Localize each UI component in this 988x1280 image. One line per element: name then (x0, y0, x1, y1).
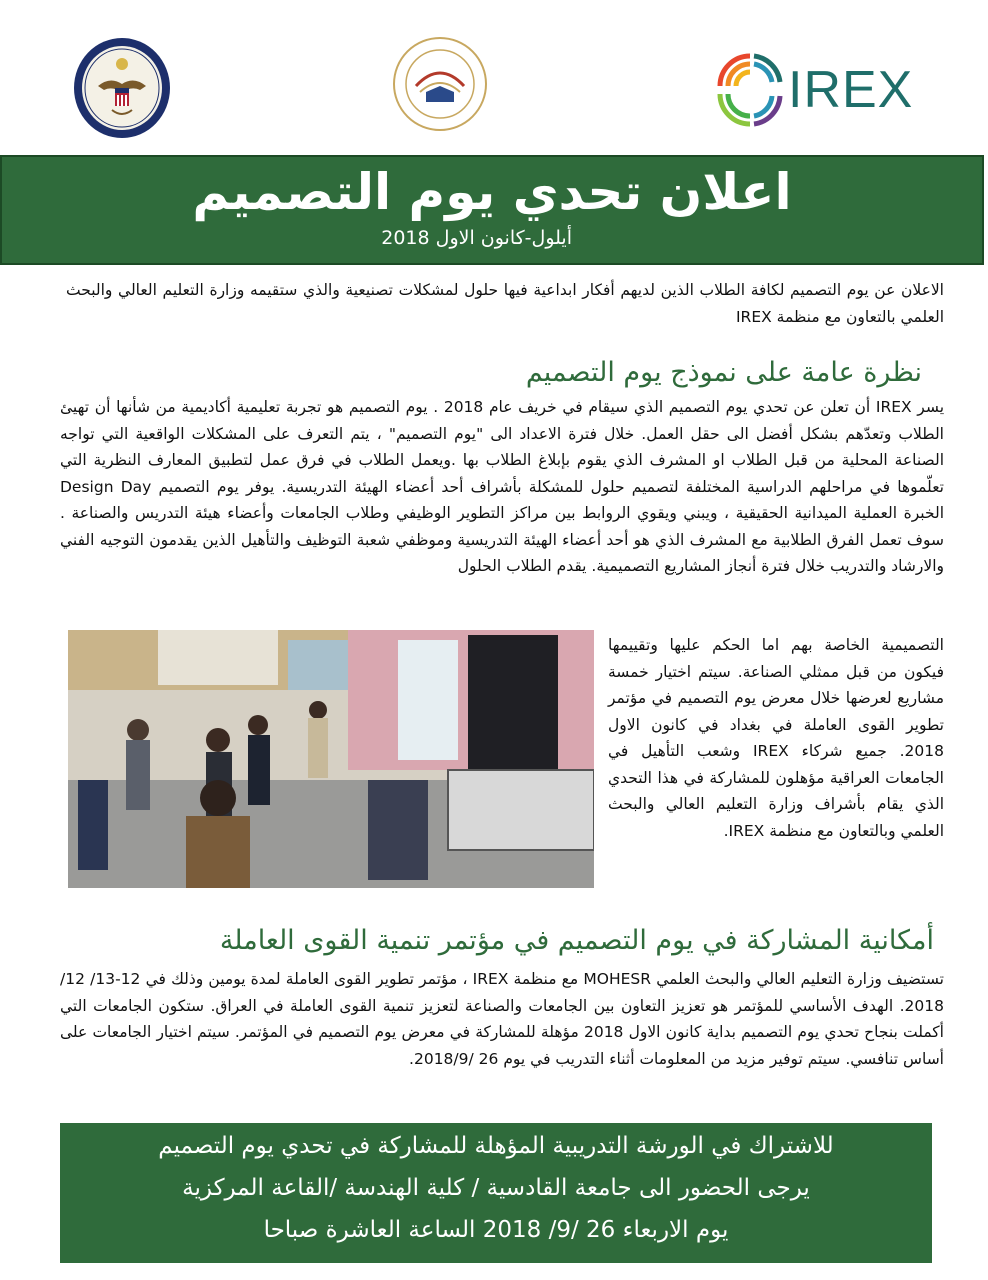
cta-line-2: يرجى الحضور الى جامعة القادسية / كلية الهندسة /القاعة المركزية (182, 1175, 810, 1201)
overview-paragraph-continued: التصميمية الخاصة بهم اما الحكم عليها وتقييمها فيكون من قبل ممثلي الصناعة. سيتم اختيار خمسة مشاريع لعرضها خلال معرض يوم التصميم في مؤتمر تطوير القوى العاملة في بغداد في كانون الاول 2018. جميع شركاء IREX وشعب التأهيل في الجامعات العراقية مؤهلون للمشاركة في هذا التحدي الذي يقام بأشراف وزارة التعليم العالي والبحث العلمي وبالتعاون مع منظمة IREX. (608, 636, 944, 840)
participation-heading: أمكانية المشاركة في يوم التصميم في مؤتمر تنمية القوى العاملة (219, 925, 934, 956)
us-embassy-seal-logo (72, 36, 172, 140)
registration-call-to-action (60, 1123, 932, 1263)
cta-line-3: يوم الاربعاء 26 /9/ 2018 الساعة العاشرة صباحا (263, 1217, 729, 1243)
page-title: اعلان تحدي يوم التصميم (192, 163, 792, 221)
irex-logo (710, 46, 920, 132)
title-banner (0, 155, 984, 265)
page-date-range: أيلول-كانون الاول 2018 (381, 227, 572, 249)
overview-paragraph: يسر IREX أن تعلن عن تحدي يوم التصميم الذي سيقام في خريف عام 2018 . يوم التصميم هو تجربة تعليمية أكاديمية من شأنها أن تهيئ الطلاب وتعدّهم بشكل أفضل الى حقل العمل. خلال فترة الاعداد الى "يوم التصميم" ، يتم التعرف على المشكلات الواقعية التي تواجه الصناعة المحلية من قبل الطلاب او المشرف الذي يقوم بإبلاغ الطلاب بها .ويعمل الطلاب في فرق عمل لتطبيق المعارف النظرية التي تعلّموها في مراحلهم الدراسية المختلفة لتصميم حلول للمشكلة بأشراف أحد أعضاء الهيئة التدريسية. يوفر يوم التصميم Design Day الخبرة العملية الميدانية الحقيقية ، ويبني ويقوي الروابط بين مراكز التطوير الوظيفي وطلاب الجامعات وأعضاء هيئة التدريس والصناعة . سوف تعمل الفرق الطلابية مع المشرف الذي هو أحد أعضاء الهيئة التدريسية وموظفي شعبة التوظيف والتأهيل الذين يقدمون التوجيه الفني والارشاد والتدريب خلال فترة أنجاز المشاريع التصميمية. يقدم الطلاب الحلول (60, 398, 945, 575)
irex-mark-icon (710, 46, 786, 132)
irex-logo-wordmark: IREX (788, 61, 914, 119)
intro-paragraph: الاعلان عن يوم التصميم لكافة الطلاب الذين لديهم أفكار ابداعية فيها حلول لمشكلات تصنيعية والذي ستقيمه وزارة التعليم العالي والبحث العلمي بالتعاون مع منظمة IREX (66, 281, 944, 326)
overview-heading: نظرة عامة على نموذج يوم التصميم (525, 357, 922, 388)
ministry-higher-education-seal-logo (392, 36, 488, 132)
design-day-event-photo (68, 630, 594, 888)
cta-line-1: للاشتراك في الورشة التدريبية المؤهلة للمشاركة في تحدي يوم التصميم (158, 1133, 834, 1159)
logo-header (0, 0, 988, 150)
participation-paragraph: تستضيف وزارة التعليم العالي والبحث العلمي MOHESR مع منظمة IREX ، مؤتمر تطوير القوى العاملة لمدة يومين وذلك في 12-13/ 12/ 2018. الهدف الأساسي للمؤتمر هو تعزيز التعاون بين الجامعات والصناعة لتعزيز تنمية القوى العاملة في العراق. ستكون الجامعات التي أكملت بنجاح تحدي يوم التصميم بداية كانون الاول 2018 مؤهلة للمشاركة في معرض يوم التصميم في المؤتمر. سيتم اختيار الجامعات على أساس تنافسي. سيتم توفير مزيد من المعلومات أثناء التدريب في يوم 26 /2018/9. (60, 970, 944, 1068)
